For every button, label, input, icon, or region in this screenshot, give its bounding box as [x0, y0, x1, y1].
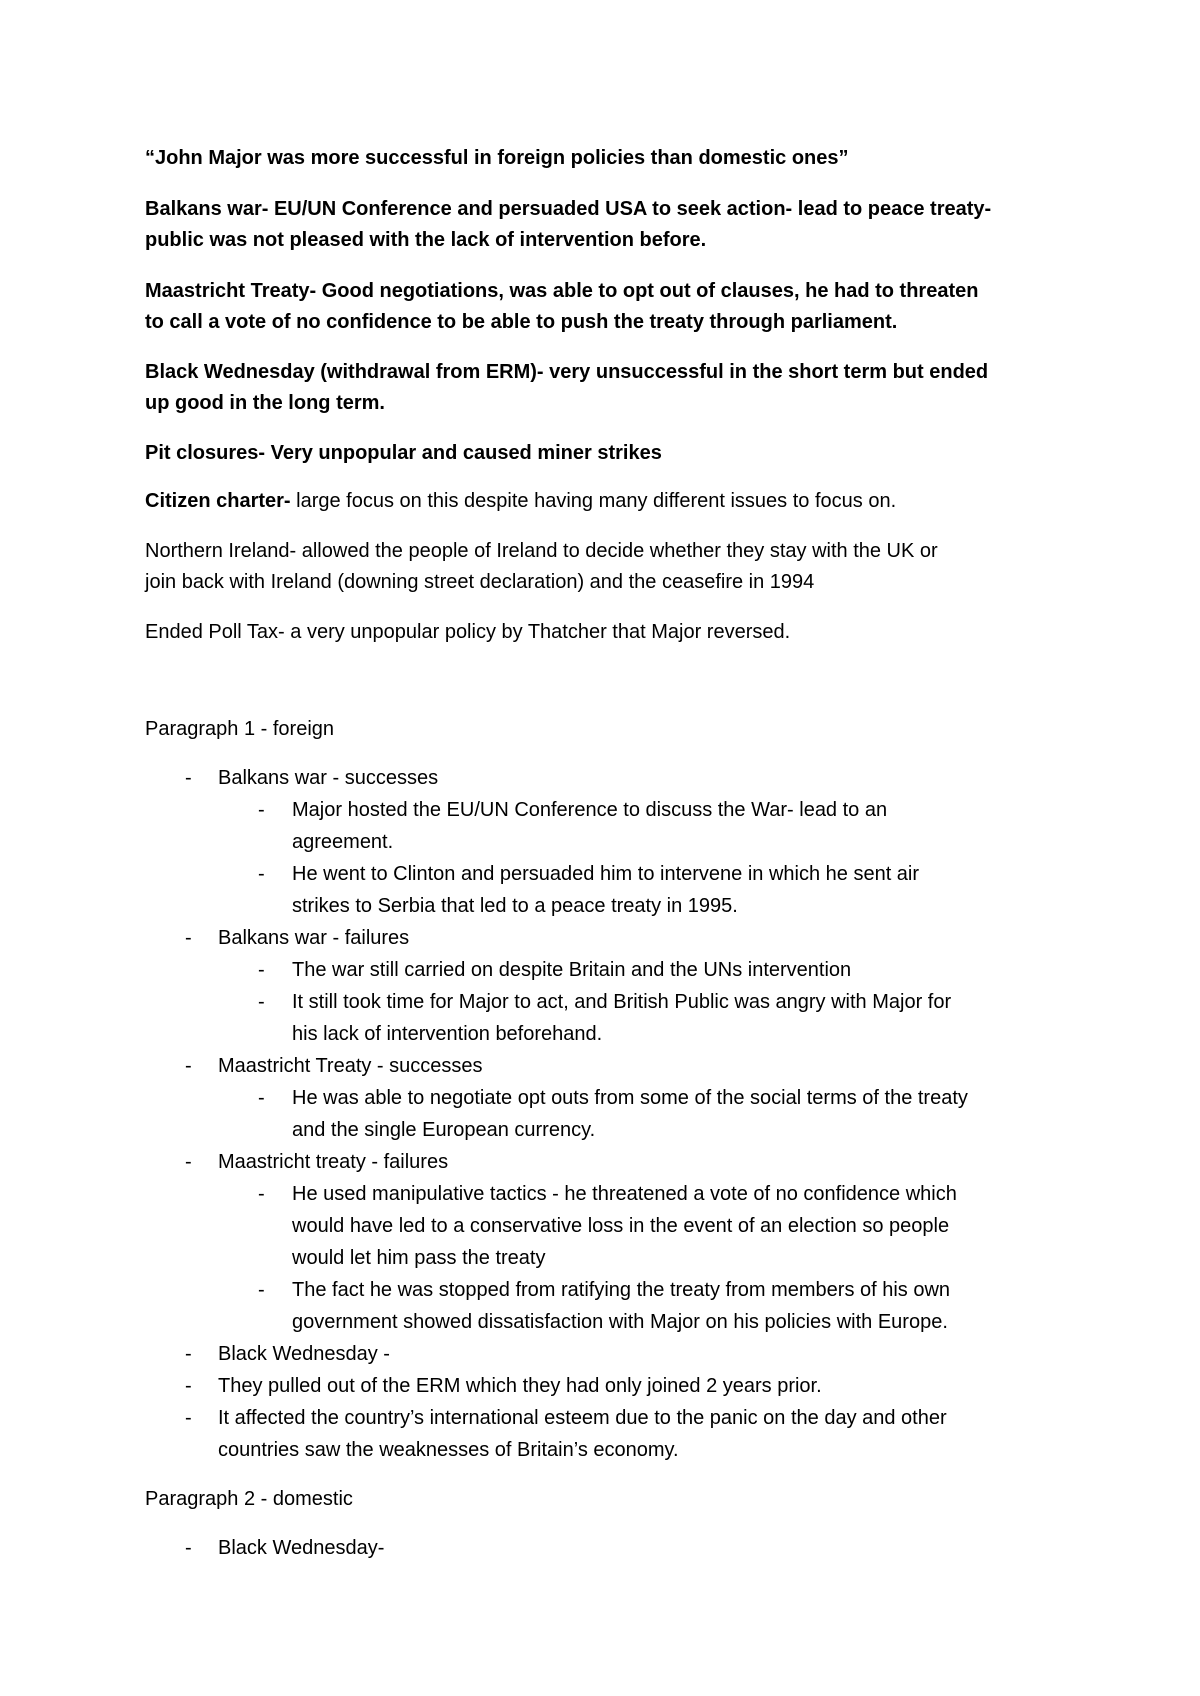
dash-marker: -: [258, 1279, 265, 1301]
note-maastricht-line-1: Maastricht Treaty- Good negotiations, was able to opt out of clauses, he had to threaten: [145, 280, 979, 302]
list-item: his lack of intervention beforehand.: [292, 1023, 603, 1045]
list-item: strikes to Serbia that led to a peace treaty in 1995.: [292, 895, 738, 917]
list-item: It affected the country’s international esteem due to the panic on the day and other: [218, 1407, 947, 1429]
note-pit-closures: Pit closures- Very unpopular and caused miner strikes: [145, 442, 662, 464]
list-item: Balkans war - failures: [218, 927, 410, 949]
note-northern-ireland-line-2: join back with Ireland (downing street declaration) and the ceasefire in 1994: [145, 571, 815, 593]
essay-question-title: “John Major was more successful in foreign policies than domestic ones”: [145, 147, 849, 169]
note-poll-tax: Ended Poll Tax- a very unpopular policy by Thatcher that Major reversed.: [145, 621, 791, 643]
dash-marker: -: [258, 991, 265, 1013]
list-item: He used manipulative tactics - he threatened a vote of no confidence which: [292, 1183, 957, 1205]
list-item: He was able to negotiate opt outs from some of the social terms of the treaty: [292, 1087, 968, 1109]
list-item: It still took time for Major to act, and British Public was angry with Major for: [292, 991, 952, 1013]
list-item: countries saw the weaknesses of Britain’s economy.: [218, 1439, 679, 1461]
list-item: would have led to a conservative loss in the event of an election so people: [292, 1215, 950, 1237]
dash-marker: -: [185, 1151, 192, 1173]
dash-marker: -: [185, 1375, 192, 1397]
note-balkans-line-2: public was not pleased with the lack of intervention before.: [145, 229, 707, 251]
list-item: The fact he was stopped from ratifying the treaty from members of his own: [292, 1279, 951, 1301]
list-item: government showed dissatisfaction with Major on his policies with Europe.: [292, 1311, 948, 1333]
dash-marker: -: [185, 1343, 192, 1365]
note-black-wednesday-line-2: up good in the long term.: [145, 392, 385, 414]
citizen-charter-label: Citizen charter-: [145, 490, 291, 512]
list-item: Maastricht treaty - failures: [218, 1151, 449, 1173]
list-item: Black Wednesday -: [218, 1343, 390, 1365]
dash-marker: -: [258, 863, 265, 885]
list-item: They pulled out of the ERM which they had only joined 2 years prior.: [218, 1375, 822, 1397]
note-balkans-line-1: Balkans war- EU/UN Conference and persuaded USA to seek action- lead to peace treaty-: [145, 198, 992, 220]
paragraph-1-heading: Paragraph 1 - foreign: [145, 718, 335, 740]
list-item: and the single European currency.: [292, 1119, 596, 1141]
note-black-wednesday-line-1: Black Wednesday (withdrawal from ERM)- very unsuccessful in the short term but ended: [145, 361, 989, 383]
dash-marker: -: [185, 927, 192, 949]
dash-marker: -: [258, 959, 265, 981]
note-northern-ireland-line-1: Northern Ireland- allowed the people of Ireland to decide whether they stay with the UK or: [145, 540, 938, 562]
list-item: Maastricht Treaty - successes: [218, 1055, 483, 1077]
dash-marker: -: [185, 1407, 192, 1429]
citizen-charter-text: large focus on this despite having many different issues to focus on.: [290, 490, 897, 512]
list-item: Balkans war - successes: [218, 767, 439, 789]
dash-marker: -: [185, 1537, 192, 1559]
dash-marker: -: [185, 1055, 192, 1077]
list-item: would let him pass the treaty: [292, 1247, 546, 1269]
dash-marker: -: [258, 1183, 265, 1205]
note-citizen-charter: [145, 485, 896, 517]
list-item: Black Wednesday-: [218, 1537, 385, 1559]
list-item: Major hosted the EU/UN Conference to discuss the War- lead to an: [292, 799, 888, 821]
dash-marker: -: [258, 799, 265, 821]
dash-marker: -: [258, 1087, 265, 1109]
list-item: He went to Clinton and persuaded him to intervene in which he sent air: [292, 863, 920, 885]
paragraph-2-heading: Paragraph 2 - domestic: [145, 1488, 353, 1510]
list-item: agreement.: [292, 831, 394, 853]
note-maastricht-line-2: to call a vote of no confidence to be able to push the treaty through parliament.: [145, 311, 898, 333]
list-item: The war still carried on despite Britain and the UNs intervention: [292, 959, 852, 981]
dash-marker: -: [185, 767, 192, 789]
